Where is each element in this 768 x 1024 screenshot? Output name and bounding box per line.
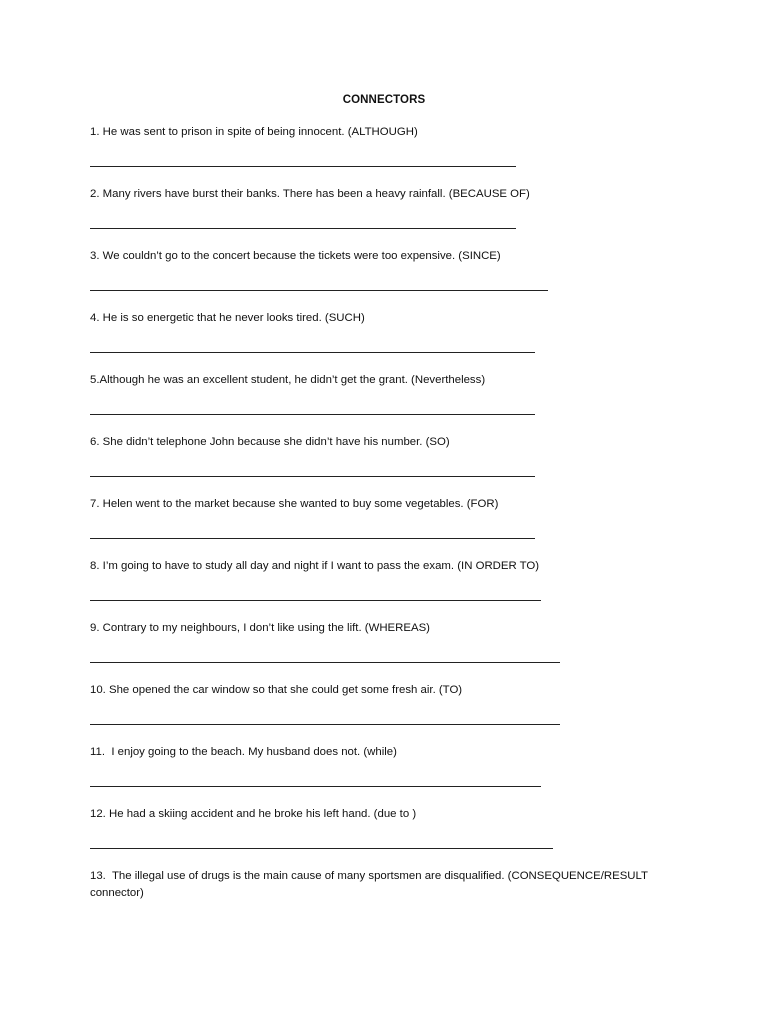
question-text: 2. Many rivers have burst their banks. There has been a heavy rainfall. (BECAUSE OF) bbox=[90, 188, 530, 200]
question-text: 12. He had a skiing accident and he broke his left hand. (due to ) bbox=[90, 808, 417, 820]
exercise-2 bbox=[90, 186, 650, 203]
question-text: 6. She didn’t telephone John because she didn’t have his number. (SO) bbox=[90, 436, 450, 448]
answer-line[interactable] bbox=[90, 848, 553, 849]
exercise-1 bbox=[90, 124, 650, 141]
answer-line[interactable] bbox=[90, 476, 535, 477]
answer-line[interactable] bbox=[90, 352, 535, 353]
exercise-13 bbox=[90, 868, 650, 902]
answer-line[interactable] bbox=[90, 724, 560, 725]
answer-line[interactable] bbox=[90, 538, 535, 539]
answer-line[interactable] bbox=[90, 414, 535, 415]
question-text: 13. The illegal use of drugs is the main cause of many sportsmen are disqualified. (CONSEQUENCE/RESULT connector) bbox=[90, 870, 651, 899]
exercise-4 bbox=[90, 310, 650, 327]
exercise-8 bbox=[90, 558, 650, 575]
exercise-3 bbox=[90, 248, 650, 265]
question-text: 8. I’m going to have to study all day and night if I want to pass the exam. (IN ORDER TO) bbox=[90, 560, 540, 572]
exercise-7 bbox=[90, 496, 650, 513]
exercise-5 bbox=[90, 372, 650, 389]
question-text: 3. We couldn’t go to the concert because the tickets were too expensive. (SINCE) bbox=[90, 250, 501, 262]
answer-line[interactable] bbox=[90, 786, 541, 787]
question-text: 5.Although he was an excellent student, he didn’t get the grant. (Nevertheless) bbox=[90, 374, 486, 386]
question-text: 4. He is so energetic that he never looks tired. (SUCH) bbox=[90, 312, 365, 324]
exercise-12 bbox=[90, 806, 650, 823]
exercise-10 bbox=[90, 682, 650, 699]
exercise-11 bbox=[90, 744, 650, 761]
exercise-9 bbox=[90, 620, 650, 637]
answer-line[interactable] bbox=[90, 290, 548, 291]
question-text: 10. She opened the car window so that she could get some fresh air. (TO) bbox=[90, 684, 463, 696]
answer-line[interactable] bbox=[90, 600, 541, 601]
worksheet-title: CONNECTORS bbox=[342, 94, 426, 106]
answer-line[interactable] bbox=[90, 228, 516, 229]
answer-line[interactable] bbox=[90, 662, 560, 663]
answer-line[interactable] bbox=[90, 166, 516, 167]
exercise-6 bbox=[90, 434, 650, 451]
question-text: 1. He was sent to prison in spite of being innocent. (ALTHOUGH) bbox=[90, 126, 418, 138]
question-text: 11. I enjoy going to the beach. My husband does not. (while) bbox=[90, 746, 397, 758]
question-text: 9. Contrary to my neighbours, I don’t like using the lift. (WHEREAS) bbox=[90, 622, 430, 634]
question-text: 7. Helen went to the market because she wanted to buy some vegetables. (FOR) bbox=[90, 498, 499, 510]
